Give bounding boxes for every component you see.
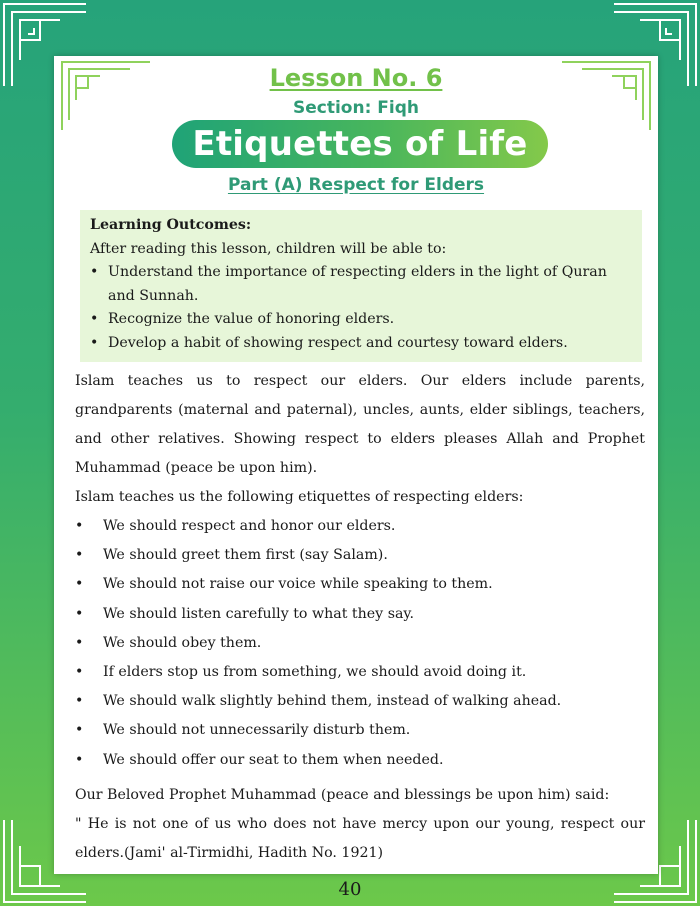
banner-title: Etiquettes of Life — [192, 124, 528, 164]
learning-outcomes-box — [80, 210, 642, 362]
list-item: • We should not unnecessarily disturb them. — [75, 716, 645, 745]
learning-outcomes-heading: Learning Outcomes: — [90, 217, 252, 233]
list-item: • We should not raise our voice while speaking to them. — [75, 570, 645, 599]
title-banner — [172, 120, 548, 168]
part-title: Part (A) Respect for Elders — [227, 175, 485, 195]
list-item: • Recognize the value of honoring elders. — [90, 308, 632, 332]
lesson-body — [75, 367, 645, 868]
etiquettes-list — [75, 512, 645, 775]
list-item: • We should respect and honor our elders. — [75, 512, 645, 541]
intro-paragraph: Islam teaches us to respect our elders. Our elders include parents, grandparents (maternal and paternal), uncles, aunts, elder siblings, teachers, and other relatives. Showing respect to elders pleases Allah and Prophet Muhammad (peace be upon him). — [75, 373, 645, 476]
hadith-quote: " He is not one of us who does not have mercy upon our young, respect our elders.(Jami' al-Tirmidhi, Hadith No. 1921) — [75, 815, 645, 861]
list-item: • We should walk slightly behind them, instead of walking ahead. — [75, 687, 645, 716]
learning-outcomes-intro: After reading this lesson, children will be able to: — [90, 240, 447, 257]
etiquettes-intro: Islam teaches us the following etiquettes of respecting elders: — [75, 489, 524, 505]
list-item: • We should offer our seat to them when needed. — [75, 746, 645, 775]
list-item: • We should listen carefully to what they say. — [75, 600, 645, 629]
page-number: 40 — [338, 879, 362, 900]
section-title: Section: Fiqh — [292, 98, 419, 118]
learning-outcomes-list — [90, 261, 632, 355]
list-item: • We should greet them first (say Salam). — [75, 541, 645, 570]
list-item: • We should obey them. — [75, 629, 645, 658]
list-item: • Develop a habit of showing respect and courtesy toward elders. — [90, 332, 632, 356]
lesson-title: Lesson No. 6 — [269, 64, 443, 92]
list-item: • Understand the importance of respecting elders in the light of Quran and Sunnah. — [90, 261, 632, 308]
hadith-intro: Our Beloved Prophet Muhammad (peace and blessings be upon him) said: — [75, 786, 610, 803]
lesson-page — [54, 56, 658, 874]
list-item: • If elders stop us from something, we should avoid doing it. — [75, 658, 645, 687]
